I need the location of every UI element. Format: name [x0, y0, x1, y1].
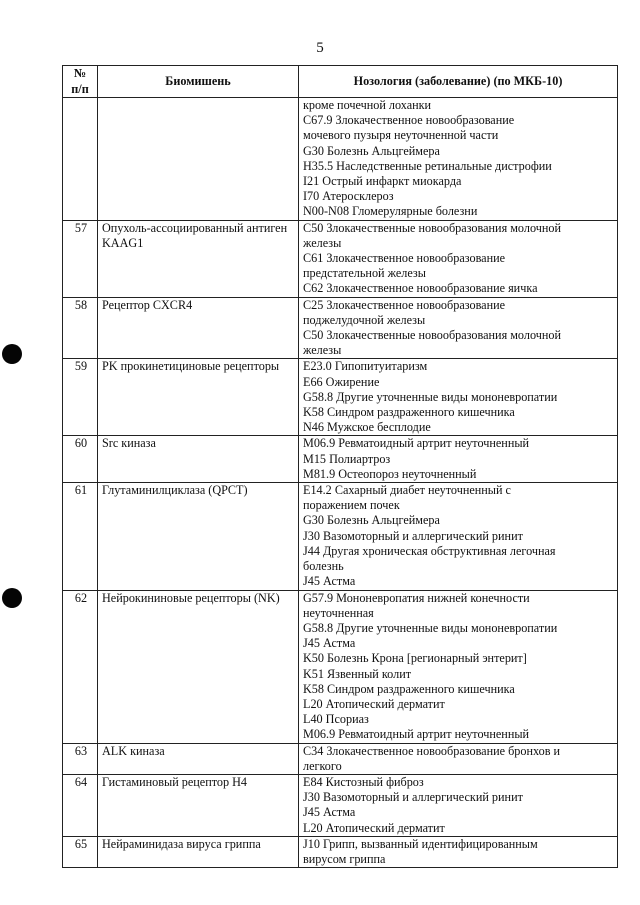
nosology-line: железы: [303, 235, 342, 250]
nosology-line: N00-N08 Гломерулярные болезни: [303, 204, 478, 219]
nosology-line: E14.2 Сахарный диабет неуточненный с: [303, 483, 511, 498]
nosology-line: C25 Злокачественное новообразование: [303, 297, 506, 312]
nosology-line: C50 Злокачественные новообразования молочной: [303, 328, 561, 343]
nosology-line: неуточненная: [303, 605, 374, 620]
header-biotarget: Биомишень: [98, 66, 299, 98]
header-number-line: п/п: [71, 81, 89, 96]
table-row: [63, 774, 618, 836]
nosology-line: поражением почек: [303, 498, 400, 513]
nosology-line: кроме почечной лоханки: [303, 98, 432, 112]
biotarget-line: ALK киназа: [102, 743, 165, 758]
table-row: [63, 98, 618, 221]
table-row: [63, 220, 618, 297]
nosology-line: K51 Язвенный колит: [303, 666, 412, 681]
nosology-line: K58 Синдром раздраженного кишечника: [303, 681, 515, 696]
biotarget-line: Src киназа: [102, 436, 156, 451]
nosology-line: J45 Астма: [303, 574, 356, 589]
row-number: 57: [63, 220, 98, 297]
table-header-row: [63, 66, 618, 98]
row-biotarget: [98, 743, 299, 774]
row-number: [63, 98, 98, 221]
nosology-line: J45 Астма: [303, 636, 356, 651]
nosology-line: поджелудочной железы: [303, 312, 426, 327]
table-row: [63, 743, 618, 774]
biotarget-line: KAAG1: [102, 235, 144, 250]
nosology-line: G58.8 Другие уточненные виды мононевропатии: [303, 620, 558, 635]
table-row: [63, 436, 618, 483]
nosology-line: M15 Полиартроз: [303, 451, 391, 466]
row-nosology: [299, 483, 618, 590]
nosology-line: L40 Псориаз: [303, 712, 369, 727]
row-number: 60: [63, 436, 98, 483]
nosology-line: C61 Злокачественное новообразование: [303, 251, 506, 266]
nosology-line: K50 Болезнь Крона [регионарный энтерит]: [303, 651, 527, 666]
nosology-line: вирусом гриппа: [303, 851, 386, 866]
row-number: 63: [63, 743, 98, 774]
row-biotarget: [98, 98, 299, 221]
row-biotarget: [98, 774, 299, 836]
header-number-line: №: [73, 66, 87, 81]
nosology-line: C67.9 Злокачественное новообразование: [303, 113, 515, 128]
row-nosology: [299, 590, 618, 743]
table-row: [63, 836, 618, 867]
nosology-line: предстательной железы: [303, 266, 426, 281]
nosology-line: железы: [303, 343, 342, 358]
row-biotarget: [98, 359, 299, 436]
nosology-line: G30 Болезнь Альцгеймера: [303, 143, 440, 158]
biotarget-line: Глутаминилциклаза (QPCT): [102, 483, 248, 498]
biotarget-line: Рецептор CXCR4: [102, 297, 193, 312]
punch-hole-mark: [2, 588, 22, 608]
row-biotarget: [98, 220, 299, 297]
row-number: 58: [63, 297, 98, 359]
row-biotarget: [98, 590, 299, 743]
row-nosology: [299, 220, 618, 297]
row-nosology: [299, 743, 618, 774]
nosology-line: E84 Кистозный фиброз: [303, 774, 424, 789]
nosology-line: J45 Астма: [303, 805, 356, 820]
nosology-line: M06.9 Ревматоидный артрит неуточненный: [303, 727, 530, 742]
biotarget-table: [62, 65, 618, 868]
row-number: 61: [63, 483, 98, 590]
punch-hole-mark: [2, 344, 22, 364]
row-number: 62: [63, 590, 98, 743]
row-nosology: [299, 297, 618, 359]
nosology-line: I70 Атеросклероз: [303, 189, 394, 204]
header-nosology: Нозология (заболевание) (по МКБ-10): [299, 66, 618, 98]
biotarget-line: Опухоль-ассоциированный антиген: [102, 220, 288, 235]
nosology-line: легкого: [303, 758, 342, 773]
nosology-line: J30 Вазомоторный и аллергический ринит: [303, 790, 523, 805]
row-nosology: [299, 836, 618, 867]
biotarget-line: PK прокинетициновые рецепторы: [102, 359, 280, 374]
nosology-line: N46 Мужское бесплодие: [303, 420, 431, 435]
nosology-line: E23.0 Гипопитуитаризм: [303, 359, 428, 374]
nosology-line: K58 Синдром раздраженного кишечника: [303, 405, 515, 420]
nosology-line: мочевого пузыря неуточненной части: [303, 128, 499, 143]
nosology-line: G58.8 Другие уточненные виды мононевропатии: [303, 389, 558, 404]
row-number: 64: [63, 774, 98, 836]
biotarget-line: Гистаминовый рецептор H4: [102, 774, 248, 789]
nosology-line: H35.5 Наследственные ретинальные дистрофии: [303, 158, 552, 173]
nosology-line: C50 Злокачественные новообразования молочной: [303, 220, 561, 235]
nosology-line: M06.9 Ревматоидный артрит неуточненный: [303, 436, 530, 451]
row-biotarget: [98, 297, 299, 359]
nosology-line: C34 Злокачественное новообразование бронхов и: [303, 743, 561, 758]
row-biotarget: [98, 436, 299, 483]
table-body: [63, 98, 618, 868]
table-row: [63, 590, 618, 743]
header-number: [63, 66, 98, 98]
nosology-line: G57.9 Мононевропатия нижней конечности: [303, 590, 530, 605]
nosology-line: J44 Другая хроническая обструктивная легочная: [303, 543, 556, 558]
nosology-line: L20 Атопический дерматит: [303, 696, 445, 711]
nosology-line: J10 Грипп, вызванный идентифицированным: [303, 836, 538, 851]
nosology-line: J30 Вазомоторный и аллергический ринит: [303, 528, 523, 543]
nosology-line: G30 Болезнь Альцгеймера: [303, 513, 440, 528]
row-number: 59: [63, 359, 98, 436]
nosology-line: болезнь: [303, 559, 344, 574]
row-number: 65: [63, 836, 98, 867]
nosology-line: M81.9 Остеопороз неуточненный: [303, 466, 477, 481]
table-row: [63, 483, 618, 590]
row-nosology: [299, 436, 618, 483]
page-number: 5: [316, 40, 324, 56]
table-row: [63, 297, 618, 359]
nosology-line: I21 Острый инфаркт миокарда: [303, 174, 462, 189]
row-biotarget: [98, 483, 299, 590]
nosology-line: C62 Злокачественное новообразование яичка: [303, 281, 538, 296]
nosology-line: E66 Ожирение: [303, 374, 380, 389]
nosology-line: L20 Атопический дерматит: [303, 820, 445, 835]
row-biotarget: [98, 836, 299, 867]
row-nosology: [299, 359, 618, 436]
biotarget-line: Нейрокининовые рецепторы (NK): [102, 590, 280, 605]
row-nosology: [299, 774, 618, 836]
biotarget-line: Нейраминидаза вируса гриппа: [102, 836, 261, 851]
row-nosology: [299, 98, 618, 221]
table-row: [63, 359, 618, 436]
